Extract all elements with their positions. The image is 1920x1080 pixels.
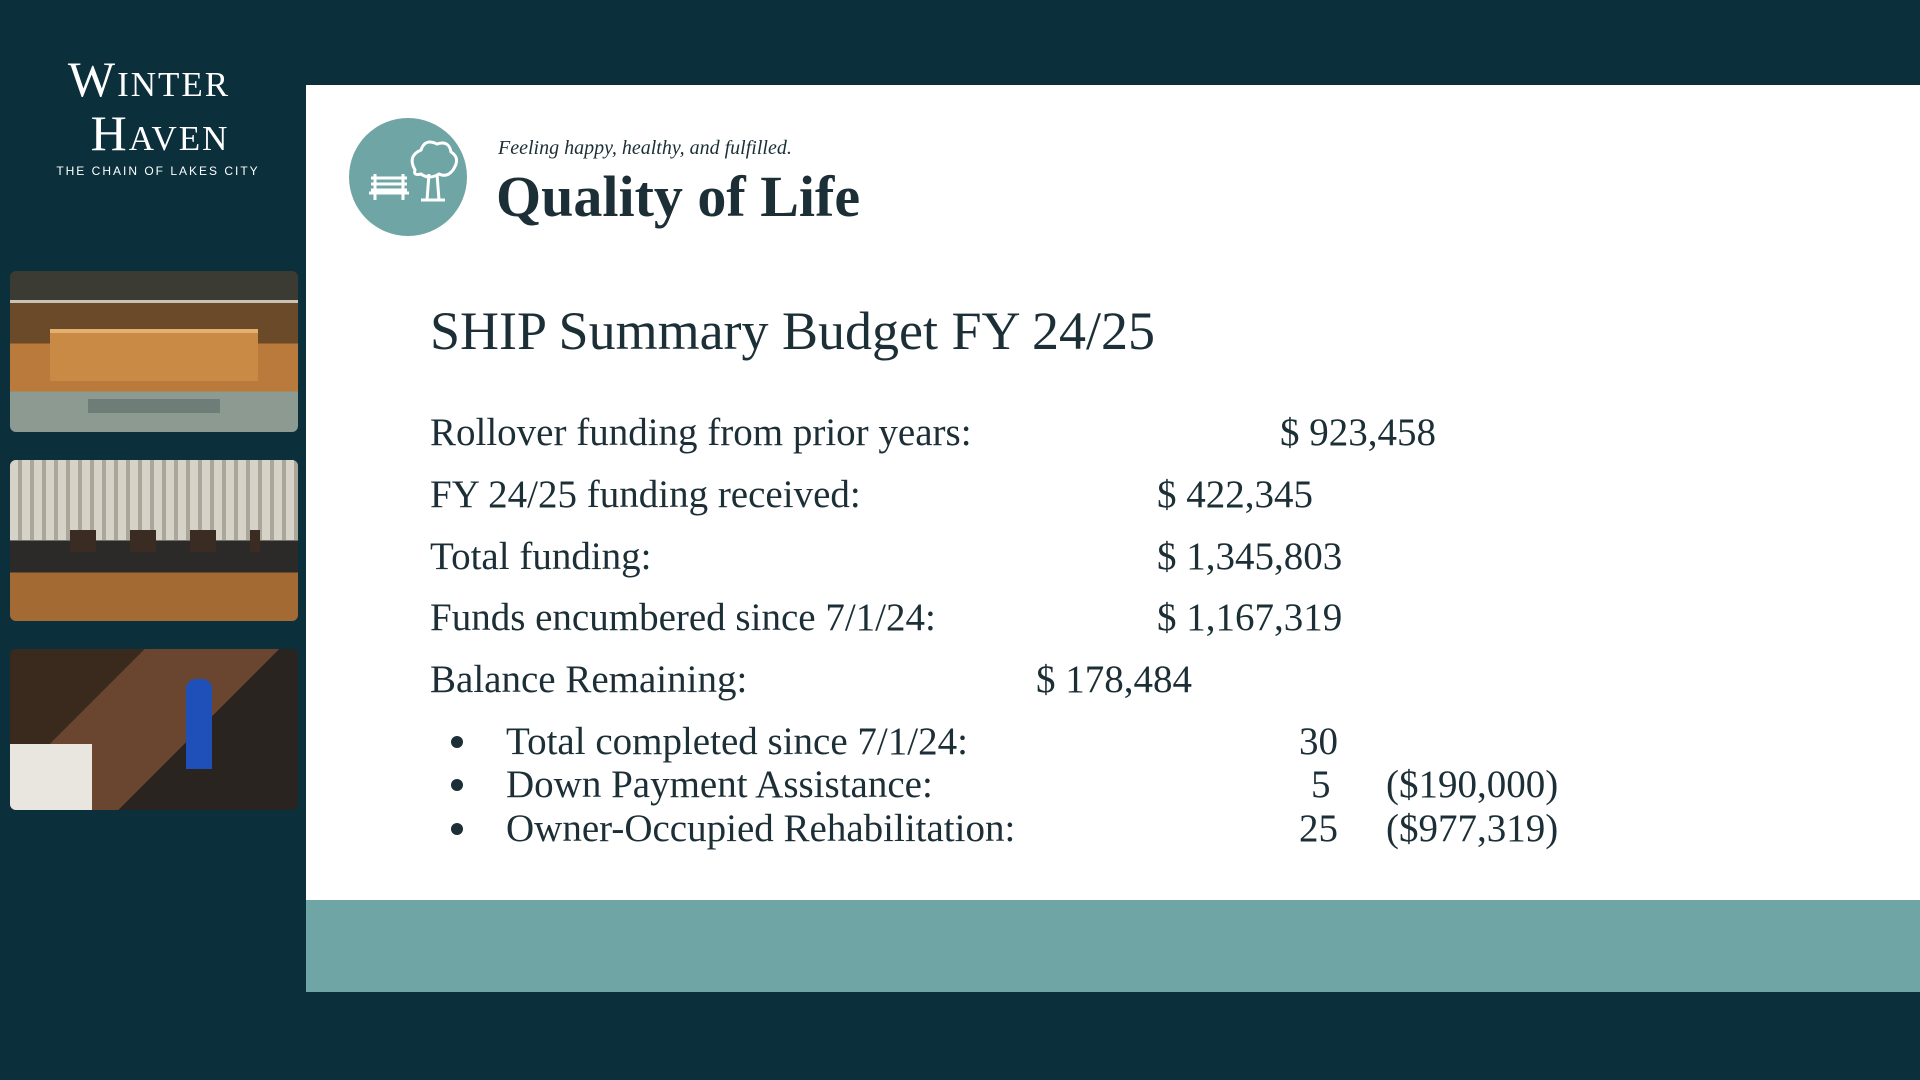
- slide-tagline: Feeling happy, healthy, and fulfilled.: [498, 137, 792, 159]
- budget-row-received: [430, 472, 1313, 517]
- city-logo: [0, 52, 306, 178]
- budget-row-total: [430, 534, 1343, 579]
- budget-row-value: $ 1,167,319: [1157, 596, 1343, 639]
- budget-row-label: Rollover funding from prior years:: [430, 411, 972, 454]
- budget-row-balance: [430, 657, 1192, 702]
- bullet-label: Total completed since 7/1/24:: [506, 720, 968, 763]
- camera-feed-podium[interactable]: [10, 649, 298, 810]
- bullet-amount: ($977,319): [1386, 807, 1559, 850]
- bullet-dot: [451, 736, 463, 748]
- logo-line1: Winter: [67, 51, 231, 107]
- slide-title: SHIP Summary Budget FY 24/25: [430, 301, 1156, 361]
- bullet-dot: [451, 823, 463, 835]
- budget-row-label: Total funding:: [430, 535, 652, 578]
- budget-row-label: Funds encumbered since 7/1/24:: [430, 596, 936, 639]
- presentation-slide: [306, 85, 1920, 900]
- bullet-count: 30: [1299, 720, 1338, 763]
- camera-feed-chamber[interactable]: [10, 271, 298, 432]
- budget-row-label: FY 24/25 funding received:: [430, 473, 861, 516]
- bullet-count: 25: [1299, 807, 1338, 850]
- bullet-dot: [451, 779, 463, 791]
- budget-row-rollover: [430, 410, 1436, 455]
- bullet-label: Down Payment Assistance:: [506, 763, 933, 806]
- budget-row-value: $ 178,484: [1036, 658, 1192, 701]
- slide-footer-band: [306, 900, 1920, 992]
- slide-header: Quality of Life: [496, 164, 861, 229]
- budget-row-value: $ 923,458: [1280, 411, 1436, 454]
- budget-row-value: $ 1,345,803: [1157, 535, 1343, 578]
- logo-line2: Haven: [90, 105, 230, 161]
- bench-tree-icon: [349, 118, 467, 236]
- bullet-label: Owner-Occupied Rehabilitation:: [506, 807, 1016, 850]
- sidebar: [0, 0, 306, 1080]
- budget-row-label: Balance Remaining:: [430, 658, 748, 701]
- logo-tagline: THE CHAIN OF LAKES CITY: [56, 164, 260, 178]
- bullet-count: 5: [1311, 763, 1331, 806]
- budget-row-value: $ 422,345: [1157, 473, 1313, 516]
- camera-feed-dais[interactable]: [10, 460, 298, 621]
- bullet-amount: ($190,000): [1386, 763, 1559, 806]
- budget-row-encumbered: [430, 595, 1343, 640]
